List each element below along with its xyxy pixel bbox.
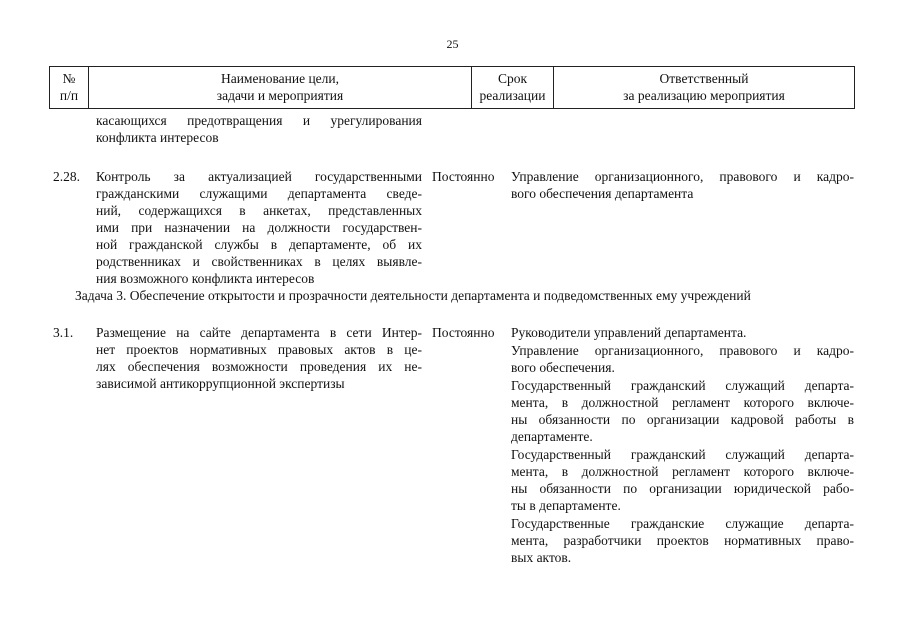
text-line: вых актов.: [511, 550, 572, 565]
header-name-line1: Наименование цели,: [220, 71, 340, 86]
text-line: Руководители управлений департамента.: [511, 325, 747, 340]
text-line: Контроль за актуализацией государственными: [96, 169, 422, 184]
text-line: ны обязанности по организации кадровой работы в: [511, 412, 854, 427]
header-term-line1: Срок: [497, 71, 528, 86]
responsible-paragraph: [511, 324, 854, 341]
text-line: нет проектов нормативных правовых актов в це-: [96, 342, 422, 357]
header-number-column: [50, 67, 88, 108]
text-line: зависимой антикоррупционной экспертизы: [96, 376, 345, 391]
text-line: Размещение на сайте департамента в сети Интер-: [96, 325, 422, 340]
row-name: [96, 168, 422, 287]
text-line: ны обязанности по организации юридической рабо-: [511, 481, 854, 496]
responsible-paragraph: [511, 446, 854, 514]
text-line: мента, в должностной регламент которого включе-: [511, 395, 854, 410]
header-name-column: [88, 67, 471, 108]
header-name-line2: задачи и мероприятия: [216, 88, 344, 103]
continuation-text: [96, 112, 422, 146]
row-responsible: [511, 324, 854, 566]
row-name: [96, 324, 422, 392]
text-line: вого обеспечения.: [511, 360, 615, 375]
header-term-column: [471, 67, 553, 108]
text-line: родственниках и свойственниках в целях выявле-: [96, 254, 422, 269]
row-term: Постоянно: [432, 169, 495, 184]
text-line: Государственный гражданский служащий департа-: [511, 447, 854, 462]
responsible-paragraph: [511, 377, 854, 445]
header-number-line2: п/п: [59, 88, 79, 103]
text-line: мента, в должностной регламент которого включе-: [511, 464, 854, 479]
text-line: Управление организационного, правового и кадро-: [511, 343, 854, 358]
row-number: 3.1.: [53, 325, 74, 340]
text-line: Государственные гражданские служащие департа-: [511, 516, 854, 531]
text-line: мента, разработчики проектов нормативных право-: [511, 533, 854, 548]
responsible-paragraph: [511, 515, 854, 566]
text-line: ной гражданской службы в департаменте, об их: [96, 237, 422, 252]
header-responsible-line1: Ответственный: [659, 71, 749, 86]
text-line: конфликта интересов: [96, 130, 219, 145]
text-line: касающихся предотвращения и урегулирования: [96, 113, 422, 128]
table-header: [49, 66, 855, 109]
text-line: ний, содержащихся в анкетах, представленных: [96, 203, 422, 218]
header-term-line2: реализации: [479, 88, 546, 103]
header-responsible-column: [553, 67, 854, 108]
text-line: ими при назначении на должности государствен-: [96, 220, 422, 235]
text-line: ния возможного конфликта интересов: [96, 271, 315, 286]
task-heading: Задача 3. Обеспечение открытости и прозрачности деятельности департамента и подведомственных ему учреждений: [75, 288, 751, 303]
text-line: Управление организационного, правового и кадро-: [511, 169, 854, 184]
header-responsible-line2: за реализацию мероприятия: [623, 88, 785, 103]
text-line: ты в департаменте.: [511, 498, 621, 513]
text-line: лях обеспечения возможности проведения их не-: [96, 359, 422, 374]
text-line: гражданскими служащими департамента сведе-: [96, 186, 422, 201]
text-line: департаменте.: [511, 429, 593, 444]
page-number: 25: [446, 37, 459, 51]
responsible-paragraph: [511, 342, 854, 376]
text-line: Государственный гражданский служащий департа-: [511, 378, 854, 393]
header-number-line1: №: [62, 71, 76, 86]
row-number: 2.28.: [53, 169, 80, 184]
row-responsible: [511, 168, 854, 202]
row-term: Постоянно: [432, 325, 495, 340]
text-line: вого обеспечения департамента: [511, 186, 694, 201]
